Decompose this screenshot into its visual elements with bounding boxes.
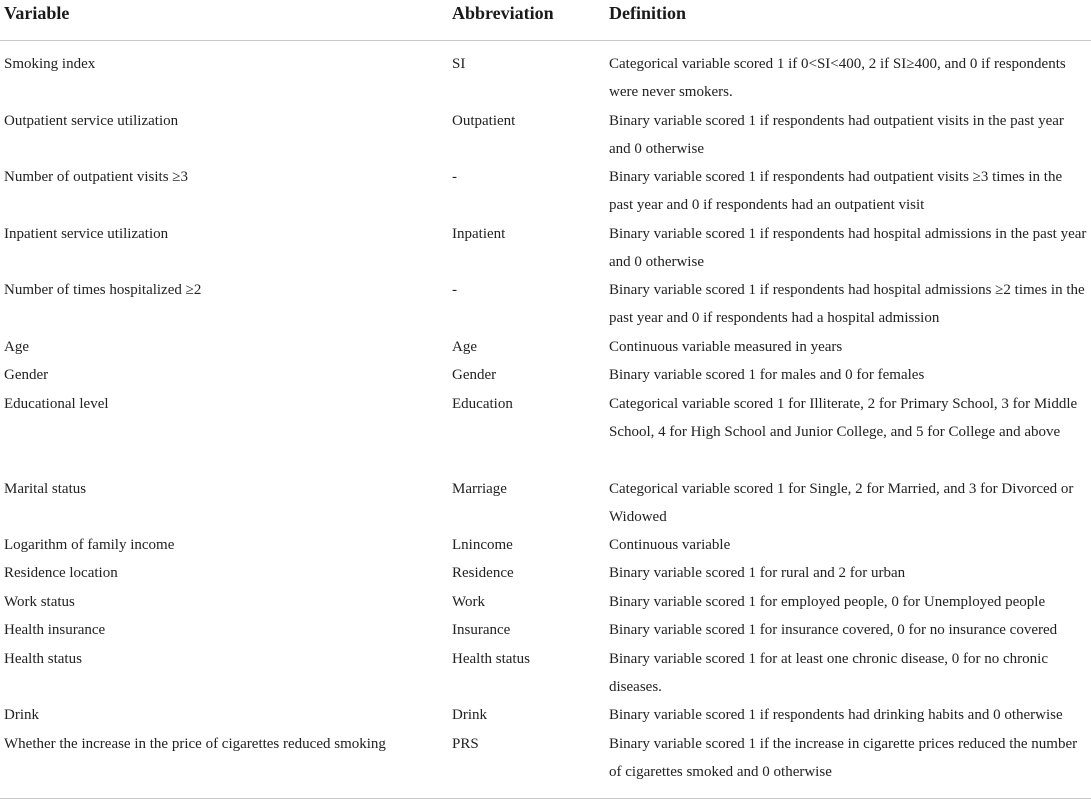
definition-cell: Binary variable scored 1 if respondents had hospital admissions in the past year and 0 otherwise	[609, 226, 1087, 271]
variable-cell: Educational level	[4, 396, 109, 412]
abbreviation-cell: Residence	[452, 565, 514, 581]
abbreviation-cell: PRS	[452, 736, 479, 752]
abbreviation-cell: Work	[452, 594, 485, 610]
variable-cell: Residence location	[4, 565, 118, 581]
definition-cell: Categorical variable scored 1 for Single, 2 for Married, and 3 for Divorced or Widowed	[609, 481, 1074, 526]
abbreviation-cell: SI	[452, 56, 466, 72]
definition-cell: Binary variable scored 1 for employed people, 0 for Unemployed people	[609, 594, 1046, 610]
definition-cell: Binary variable scored 1 for rural and 2 for urban	[609, 565, 906, 581]
variable-cell: Inpatient service utilization	[4, 226, 169, 242]
definition-cell: Continuous variable	[609, 537, 731, 553]
definition-cell: Binary variable scored 1 for at least one chronic disease, 0 for no chronic diseases.	[609, 651, 1048, 696]
definition-cell: Binary variable scored 1 if respondents had drinking habits and 0 otherwise	[609, 707, 1063, 723]
variable-cell: Age	[4, 339, 29, 355]
abbreviation-cell: Gender	[452, 367, 497, 383]
variable-cell: Gender	[4, 367, 49, 383]
definition-cell: Binary variable scored 1 for insurance covered, 0 for no insurance covered	[609, 622, 1058, 638]
variable-cell: Number of outpatient visits ≥3	[4, 169, 189, 185]
definition-cell: Categorical variable scored 1 if 0<SI<400, 2 if SI≥400, and 0 if respondents were never smokers.	[609, 56, 1066, 101]
abbreviation-cell: Age	[452, 339, 477, 355]
definition-cell: Categorical variable scored 1 for Illiterate, 2 for Primary School, 3 for Middle School, 4 for High School and Junior College, and 5 for College and above	[609, 396, 1078, 441]
abbreviation-cell: Outpatient	[452, 113, 516, 129]
variable-cell: Whether the increase in the price of cigarettes reduced smoking	[4, 736, 386, 752]
variable-cell: Marital status	[4, 481, 87, 497]
table-header	[0, 0, 1091, 41]
table-bottom-rule	[0, 798, 1091, 799]
variable-cell: Health insurance	[4, 622, 106, 638]
definition-cell: Binary variable scored 1 if respondents had hospital admissions ≥2 times in the past year and 0 if respondents had a hospital admission	[609, 282, 1085, 327]
variable-cell: Health status	[4, 651, 82, 667]
variable-cell: Outpatient service utilization	[4, 113, 179, 129]
variable-cell: Smoking index	[4, 56, 96, 72]
definition-cell: Binary variable scored 1 if respondents had outpatient visits in the past year and 0 otherwise	[609, 113, 1064, 158]
variable-cell: Drink	[4, 707, 39, 723]
abbreviation-cell: -	[452, 282, 457, 298]
abbreviation-cell: -	[452, 169, 457, 185]
abbreviation-cell: Inpatient	[452, 226, 506, 242]
definition-cell: Binary variable scored 1 for males and 0 for females	[609, 367, 925, 383]
variable-cell: Work status	[4, 594, 75, 610]
variable-cell: Logarithm of family income	[4, 537, 175, 553]
abbreviation-cell: Lnincome	[452, 537, 513, 553]
definition-cell: Binary variable scored 1 if the increase in cigarette prices reduced the number of cigarettes smoked and 0 otherwise	[609, 736, 1078, 781]
definition-cell: Continuous variable measured in years	[609, 339, 843, 355]
variable-cell: Number of times hospitalized ≥2	[4, 282, 202, 298]
header-abbreviation: Abbreviation	[452, 3, 554, 23]
abbreviation-cell: Marriage	[452, 481, 507, 497]
abbreviation-cell: Health status	[452, 651, 530, 667]
header-definition: Definition	[609, 3, 687, 23]
abbreviation-cell: Education	[452, 396, 513, 412]
abbreviation-cell: Drink	[452, 707, 487, 723]
definition-cell: Binary variable scored 1 if respondents had outpatient visits ≥3 times in the past year and 0 if respondents had an outpatient visit	[609, 169, 1063, 214]
header-variable: Variable	[4, 3, 70, 23]
abbreviation-cell: Insurance	[452, 622, 511, 638]
